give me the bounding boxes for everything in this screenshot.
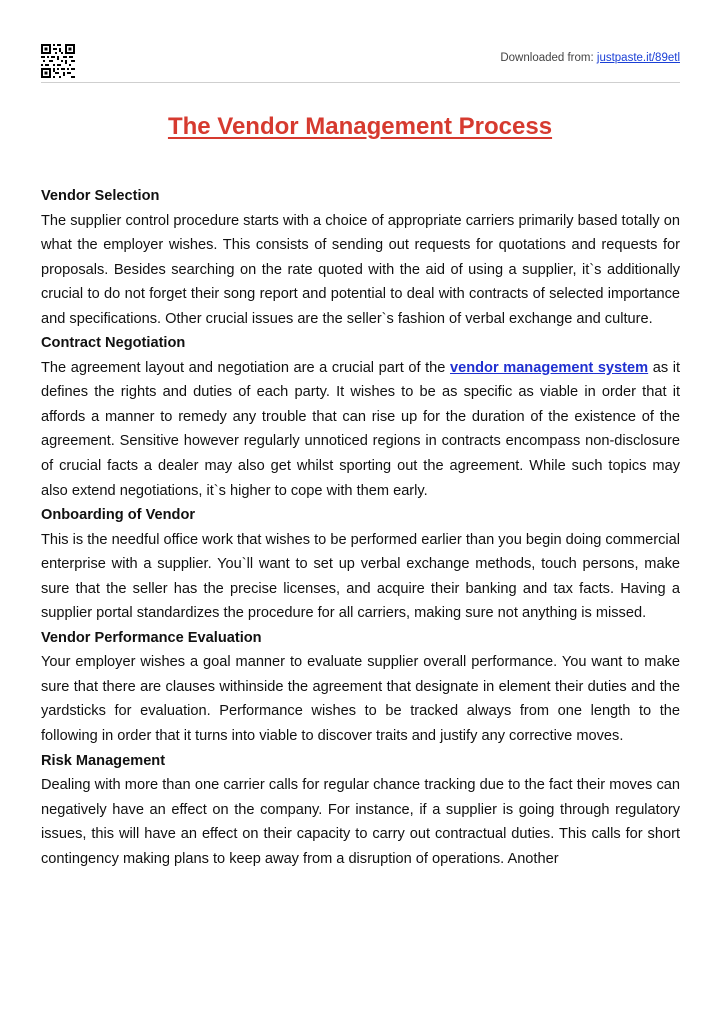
section-text-vendor-selection: The supplier control procedure starts with a choice of appropriate carriers primarily based totally on what the employer wishes. This consists of sending out requests for quotations and requests for proposals. Besides searching on the rate quoted with the aid of using a supplier, it`s additionally crucial to do not forget their song report and potential to deal with contracts of selected importance and specifications. Other crucial issues are the seller`s fashion of verbal exchange and culture. (41, 212, 680, 327)
qr-code-icon (41, 44, 75, 78)
vendor-management-system-link[interactable]: vendor management system (449, 359, 649, 376)
section-heading-risk-management: Risk Management (41, 752, 166, 769)
section-heading-onboarding: Onboarding of Vendor (41, 507, 196, 524)
section-text-performance-evaluation: Your employer wishes a goal manner to evaluate supplier overall performance. You want to make sure that there are clauses withinside the agreement that designate in element their duties and the yardsticks for evaluation. Performance wishes to be tracked always from one length to the following in order that it turns into viable to discover traits and justify any corrective moves. (41, 654, 680, 745)
section-text-contract-negotiation (41, 356, 680, 503)
download-label: Downloaded from: (500, 52, 597, 64)
header-divider (41, 82, 680, 83)
download-source (500, 52, 680, 64)
article-body (41, 184, 680, 871)
contract-text-after-link: as it defines the rights and duties of each party. It wishes to be as specific as viable in order that it affords a manner to remedy any trouble that can rise up for the duration of the existence of the agreement. Sensitive however regularly unnoticed regions in contracts encompass non-disclosure of crucial facts a dealer may also get whilst sporting out the agreement. While such topics may also extend negotiations, it`s higher to cope with them early. (41, 359, 680, 499)
page-title: The Vendor Management Process (167, 113, 553, 140)
download-link[interactable]: justpaste.it/89etl (596, 52, 680, 64)
section-text-risk-management: Dealing with more than one carrier calls for regular chance tracking due to the fact their moves can negatively have an effect on the company. For instance, if a supplier is going through regulatory issues, this will have an effect on their capacity to carry out contractual duties. This calls for short contingency making plans to keep away from a disruption of operations. Another (41, 777, 680, 867)
section-heading-vendor-selection: Vendor Selection (41, 188, 160, 204)
contract-text-before-link: The agreement layout and negotiation are a crucial part of the (41, 359, 450, 376)
section-heading-contract-negotiation: Contract Negotiation (41, 335, 186, 352)
section-text-onboarding: This is the needful office work that wishes to be performed earlier than you begin doing commercial enterprise with a supplier. You`ll want to set up verbal exchange methods, touch persons, make sure that the seller has the precise licenses, and acquire their banking and tax facts. Having a supplier portal standardizes the procedure for all carriers, making sure not anything is missed. (41, 531, 680, 622)
section-heading-performance-evaluation: Vendor Performance Evaluation (41, 629, 262, 646)
page-header (41, 44, 680, 78)
